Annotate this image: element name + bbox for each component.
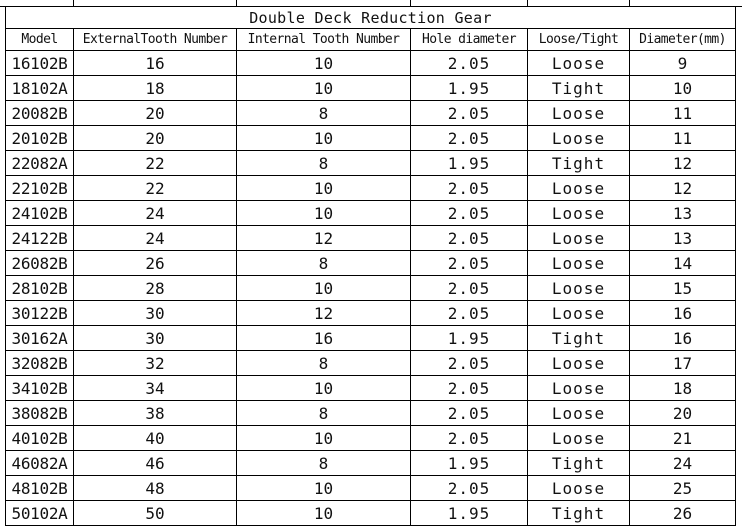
table-row: [6, 376, 736, 401]
cell-diameter[interactable]: 12: [630, 176, 736, 201]
cell-model[interactable]: 24122B: [6, 226, 74, 251]
cell-external-tooth[interactable]: 26: [74, 251, 237, 276]
cell-diameter[interactable]: 17: [630, 351, 736, 376]
header-loose-tight[interactable]: Loose/Tight: [528, 29, 630, 51]
cell-hole-diameter[interactable]: 1.95: [411, 326, 528, 351]
cell-external-tooth[interactable]: 46: [74, 451, 237, 476]
cell-fit[interactable]: Loose: [528, 351, 630, 376]
cell-model[interactable]: 46082A: [6, 451, 74, 476]
cell-diameter[interactable]: 18: [630, 376, 736, 401]
cell-fit[interactable]: Loose: [528, 376, 630, 401]
cell-hole-diameter[interactable]: 1.95: [411, 151, 528, 176]
cell-hole-diameter[interactable]: 2.05: [411, 51, 528, 76]
header-diameter-mm[interactable]: Diameter(mm): [630, 29, 736, 51]
table-row: [6, 226, 736, 251]
cell-model[interactable]: 50102A: [6, 501, 74, 526]
header-external-tooth-number[interactable]: ExternalTooth Number: [74, 29, 237, 51]
cell-fit[interactable]: Loose: [528, 401, 630, 426]
cell-external-tooth[interactable]: 34: [74, 376, 237, 401]
cell-hole-diameter[interactable]: 2.05: [411, 176, 528, 201]
cell-model[interactable]: 48102B: [6, 476, 74, 501]
cell-internal-tooth[interactable]: 10: [237, 51, 411, 76]
cell-hole-diameter[interactable]: 2.05: [411, 251, 528, 276]
cell-external-tooth[interactable]: 38: [74, 401, 237, 426]
cell-fit[interactable]: Loose: [528, 476, 630, 501]
cell-model[interactable]: 22102B: [6, 176, 74, 201]
cell-model[interactable]: 26082B: [6, 251, 74, 276]
cell-model[interactable]: 30162A: [6, 326, 74, 351]
table-row: [6, 301, 736, 326]
cell-internal-tooth[interactable]: 8: [237, 351, 411, 376]
cell-model[interactable]: 30122B: [6, 301, 74, 326]
cell-hole-diameter[interactable]: 2.05: [411, 226, 528, 251]
table-row: [6, 501, 736, 526]
cell-internal-tooth[interactable]: 8: [237, 101, 411, 126]
table-row: [6, 176, 736, 201]
cell-diameter[interactable]: 16: [630, 301, 736, 326]
cell-fit[interactable]: Loose: [528, 426, 630, 451]
cell-hole-diameter[interactable]: 2.05: [411, 201, 528, 226]
cell-internal-tooth[interactable]: 10: [237, 276, 411, 301]
cell-internal-tooth[interactable]: 10: [237, 201, 411, 226]
cell-hole-diameter[interactable]: 2.05: [411, 276, 528, 301]
cell-fit[interactable]: Loose: [528, 201, 630, 226]
cell-internal-tooth[interactable]: 10: [237, 476, 411, 501]
cell-diameter[interactable]: 10: [630, 76, 736, 101]
cell-hole-diameter[interactable]: 2.05: [411, 376, 528, 401]
header-internal-tooth-number[interactable]: Internal Tooth Number: [237, 29, 411, 51]
cell-fit[interactable]: Tight: [528, 76, 630, 101]
cell-diameter[interactable]: 26: [630, 501, 736, 526]
cell-internal-tooth[interactable]: 8: [237, 251, 411, 276]
table-row: [6, 426, 736, 451]
cell-fit[interactable]: Tight: [528, 151, 630, 176]
cell-model[interactable]: 28102B: [6, 276, 74, 301]
table-row: [6, 251, 736, 276]
cell-hole-diameter[interactable]: 1.95: [411, 76, 528, 101]
cell-fit[interactable]: Loose: [528, 276, 630, 301]
cell-model[interactable]: 32082B: [6, 351, 74, 376]
cell-fit[interactable]: Tight: [528, 451, 630, 476]
cell-external-tooth[interactable]: 20: [74, 126, 237, 151]
cell-fit[interactable]: Tight: [528, 501, 630, 526]
cell-internal-tooth[interactable]: 8: [237, 451, 411, 476]
cell-internal-tooth[interactable]: 10: [237, 426, 411, 451]
cell-external-tooth[interactable]: 48: [74, 476, 237, 501]
cell-diameter[interactable]: 16: [630, 326, 736, 351]
table-title[interactable]: Double Deck Reduction Gear: [6, 7, 736, 29]
cell-internal-tooth[interactable]: 12: [237, 301, 411, 326]
cell-internal-tooth[interactable]: 12: [237, 226, 411, 251]
cell-internal-tooth[interactable]: 8: [237, 151, 411, 176]
cell-internal-tooth[interactable]: 10: [237, 76, 411, 101]
cell-diameter[interactable]: 11: [630, 126, 736, 151]
cell-diameter[interactable]: 9: [630, 51, 736, 76]
cell-model[interactable]: 18102A: [6, 76, 74, 101]
cell-internal-tooth[interactable]: 10: [237, 126, 411, 151]
cell-fit[interactable]: Loose: [528, 301, 630, 326]
table-row: [6, 51, 736, 76]
cell-internal-tooth[interactable]: 16: [237, 326, 411, 351]
cell-hole-diameter[interactable]: 2.05: [411, 351, 528, 376]
cell-diameter[interactable]: 12: [630, 151, 736, 176]
cell-model[interactable]: 34102B: [6, 376, 74, 401]
cell-fit[interactable]: Loose: [528, 126, 630, 151]
table-row: [6, 276, 736, 301]
cell-internal-tooth[interactable]: 10: [237, 376, 411, 401]
cell-internal-tooth[interactable]: 10: [237, 176, 411, 201]
cell-diameter[interactable]: 25: [630, 476, 736, 501]
cell-diameter[interactable]: 20: [630, 401, 736, 426]
cell-model[interactable]: 40102B: [6, 426, 74, 451]
cell-external-tooth[interactable]: 30: [74, 301, 237, 326]
cell-fit[interactable]: Loose: [528, 51, 630, 76]
cell-diameter[interactable]: 14: [630, 251, 736, 276]
gear-spec-table: [5, 6, 736, 526]
cell-diameter[interactable]: 21: [630, 426, 736, 451]
table-row: [6, 351, 736, 376]
cell-hole-diameter[interactable]: 2.05: [411, 301, 528, 326]
cell-diameter[interactable]: 15: [630, 276, 736, 301]
cell-external-tooth[interactable]: 22: [74, 151, 237, 176]
cell-fit[interactable]: Loose: [528, 101, 630, 126]
cell-external-tooth[interactable]: 22: [74, 176, 237, 201]
cell-external-tooth[interactable]: 24: [74, 226, 237, 251]
cell-hole-diameter[interactable]: 2.05: [411, 401, 528, 426]
cell-hole-diameter[interactable]: 1.95: [411, 501, 528, 526]
cell-hole-diameter[interactable]: 2.05: [411, 126, 528, 151]
cell-external-tooth[interactable]: 50: [74, 501, 237, 526]
table-row: [6, 326, 736, 351]
cell-diameter[interactable]: 11: [630, 101, 736, 126]
cell-external-tooth[interactable]: 30: [74, 326, 237, 351]
cell-external-tooth[interactable]: 28: [74, 276, 237, 301]
cell-model[interactable]: 20082B: [6, 101, 74, 126]
table-row: [6, 151, 736, 176]
cell-fit[interactable]: Loose: [528, 226, 630, 251]
cell-external-tooth[interactable]: 18: [74, 76, 237, 101]
table-row: [6, 201, 736, 226]
cell-model[interactable]: 20102B: [6, 126, 74, 151]
cell-external-tooth[interactable]: 32: [74, 351, 237, 376]
header-hole-diameter[interactable]: Hole diameter: [411, 29, 528, 51]
cell-external-tooth[interactable]: 40: [74, 426, 237, 451]
cell-fit[interactable]: Loose: [528, 176, 630, 201]
cell-diameter[interactable]: 13: [630, 226, 736, 251]
table-row: [6, 451, 736, 476]
cell-external-tooth[interactable]: 16: [74, 51, 237, 76]
table-row: [6, 126, 736, 151]
header-model[interactable]: Model: [6, 29, 74, 51]
cell-diameter[interactable]: 13: [630, 201, 736, 226]
table-row: [6, 401, 736, 426]
cell-fit[interactable]: Loose: [528, 251, 630, 276]
cell-hole-diameter[interactable]: 1.95: [411, 451, 528, 476]
cell-model[interactable]: 38082B: [6, 401, 74, 426]
cell-diameter[interactable]: 24: [630, 451, 736, 476]
cell-external-tooth[interactable]: 20: [74, 101, 237, 126]
cell-fit[interactable]: Tight: [528, 326, 630, 351]
table-row: [6, 76, 736, 101]
cell-hole-diameter[interactable]: 2.05: [411, 426, 528, 451]
cell-internal-tooth[interactable]: 8: [237, 401, 411, 426]
cell-model[interactable]: 24102B: [6, 201, 74, 226]
cell-external-tooth[interactable]: 24: [74, 201, 237, 226]
table-row: [6, 101, 736, 126]
cell-hole-diameter[interactable]: 2.05: [411, 101, 528, 126]
cell-hole-diameter[interactable]: 2.05: [411, 476, 528, 501]
cell-model[interactable]: 22082A: [6, 151, 74, 176]
cell-internal-tooth[interactable]: 10: [237, 501, 411, 526]
table-row: [6, 476, 736, 501]
cell-model[interactable]: 16102B: [6, 51, 74, 76]
